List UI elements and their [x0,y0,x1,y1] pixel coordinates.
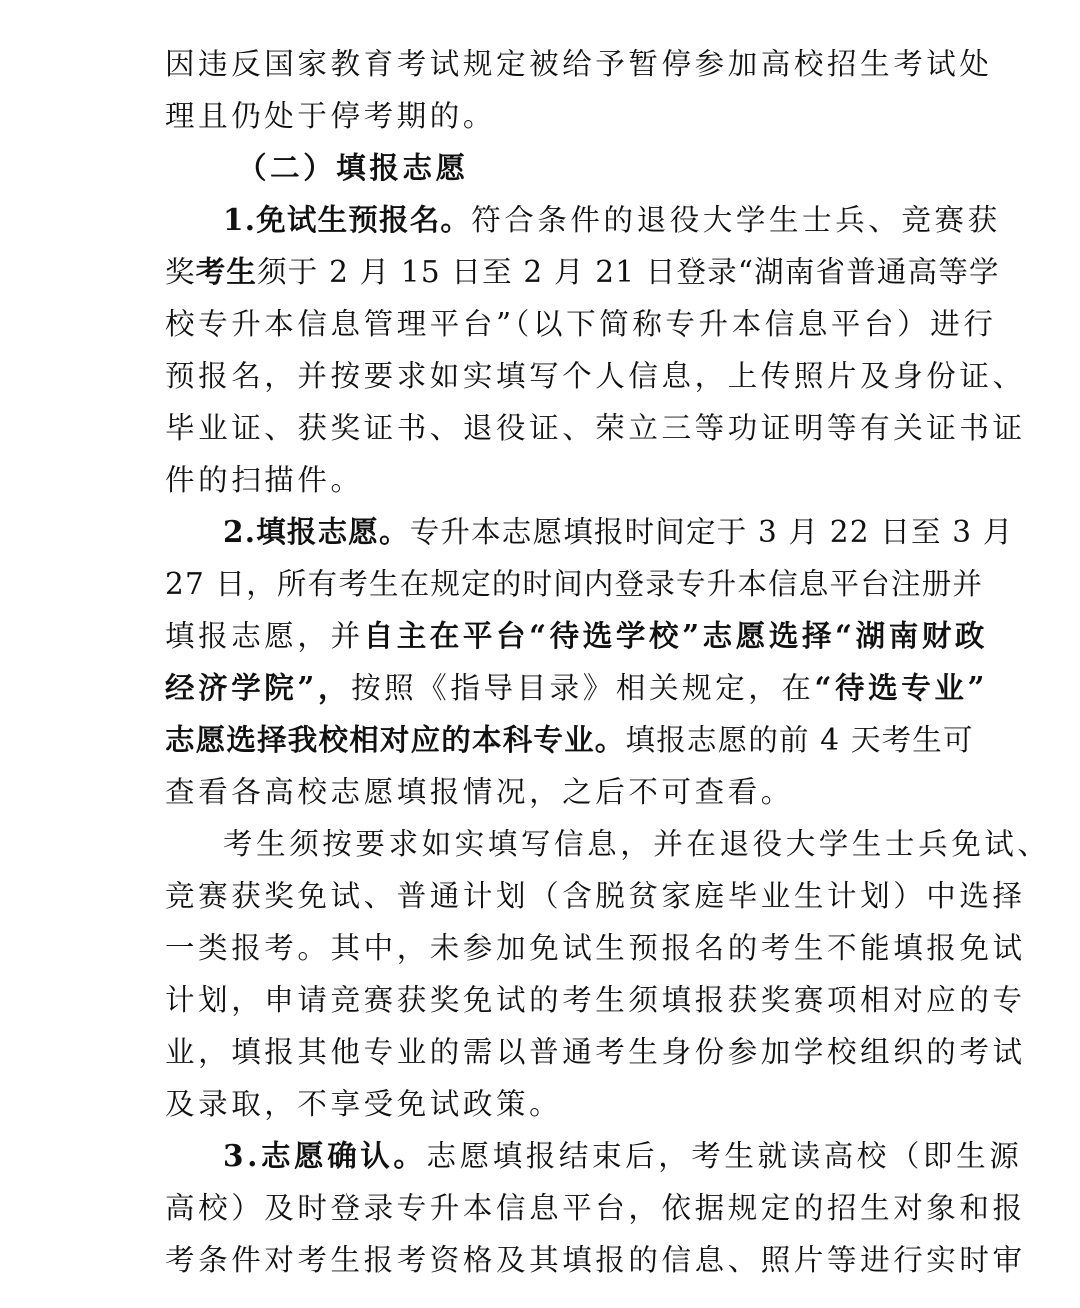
text-line: 理且仍处于停考期的。 [165,99,497,133]
document-page [165,38,1051,1286]
paragraph-line [165,662,989,714]
bold-span: 经济学院”， [165,670,352,705]
bold-span: 自主在平台“待选学校”志愿选择“湖南财政 [363,618,989,653]
text-line: 竞赛获奖免试、普通计划（含脱贫家庭毕业生计划）中选择 [165,879,1026,913]
text-span: 奖 [165,255,196,289]
section-heading: （二）填报志愿 [237,150,469,185]
text-line: 件的扫描件。 [165,463,364,497]
text-line: 查看各高校志愿填报情况，之后不可查看。 [165,775,794,809]
text-line: 计划，申请竞赛获奖免试的考生须填报获奖赛项相对应的专 [165,983,1026,1017]
paragraph-line [165,1130,1023,1182]
text-span: 填报志愿，并 [165,619,364,653]
paragraph-line [165,610,989,662]
text-line: 考条件对考生报考资格及其填报的信息、照片等进行实时审 [165,1243,1026,1277]
text-span: 须于 2 月 15 日至 2 月 21 日登录“湖南省普通高等学 [257,255,1000,289]
item-title: 1.免试生预报名。 [223,202,472,237]
text-span: 按照《指导目录》相关规定，在 [351,671,815,705]
text-line: 业，填报其他专业的需以普通考生身份参加学校组织的考试 [165,1035,1026,1069]
paragraph-line [165,194,1001,246]
text-line: 毕业证、获奖证书、退役证、荣立三等功证明等有关证书证 [165,411,1026,445]
text-line: 27 日，所有考生在规定的时间内登录专升本信息平台注册并 [165,567,984,601]
text-span: 志愿填报结束后，考生就读高校（即生源 [426,1139,1023,1173]
text-line: 预报名，并按要求如实填写个人信息，上传照片及身份证、 [165,359,1026,393]
text-line: 及录取，不享受免试政策。 [165,1087,563,1121]
bold-span: 考生 [195,254,258,289]
text-span: 填报志愿的前 4 天考生可 [625,723,974,757]
text-line: 考生须按要求如实填写信息，并在退役大学生士兵免试、 [223,827,1051,861]
paragraph-line [165,246,1000,298]
text-span: 专升本志愿填报时间定于 3 月 22 日至 3 月 [409,515,1014,549]
paragraph-line [165,506,1014,558]
bold-span: “待选专业” [814,670,989,705]
item-title: 3.志愿确认。 [223,1138,427,1173]
text-line: 校专升本信息管理平台”（以下简称专升本信息平台）进行 [165,307,997,341]
text-line: 因违反国家教育考试规定被给予暂停参加高校招生考试处 [165,47,993,81]
text-line: 高校）及时登录专升本信息平台，依据规定的招生对象和报 [165,1191,1026,1225]
bold-span: 志愿选择我校相对应的本科专业。 [165,722,626,757]
text-line: 一类报考。其中，未参加免试生预报名的考生不能填报免试 [165,931,1026,965]
text-span: 符合条件的退役大学生士兵、竞赛获 [471,203,1001,237]
paragraph-line [165,714,974,766]
item-title: 2.填报志愿。 [223,514,410,549]
